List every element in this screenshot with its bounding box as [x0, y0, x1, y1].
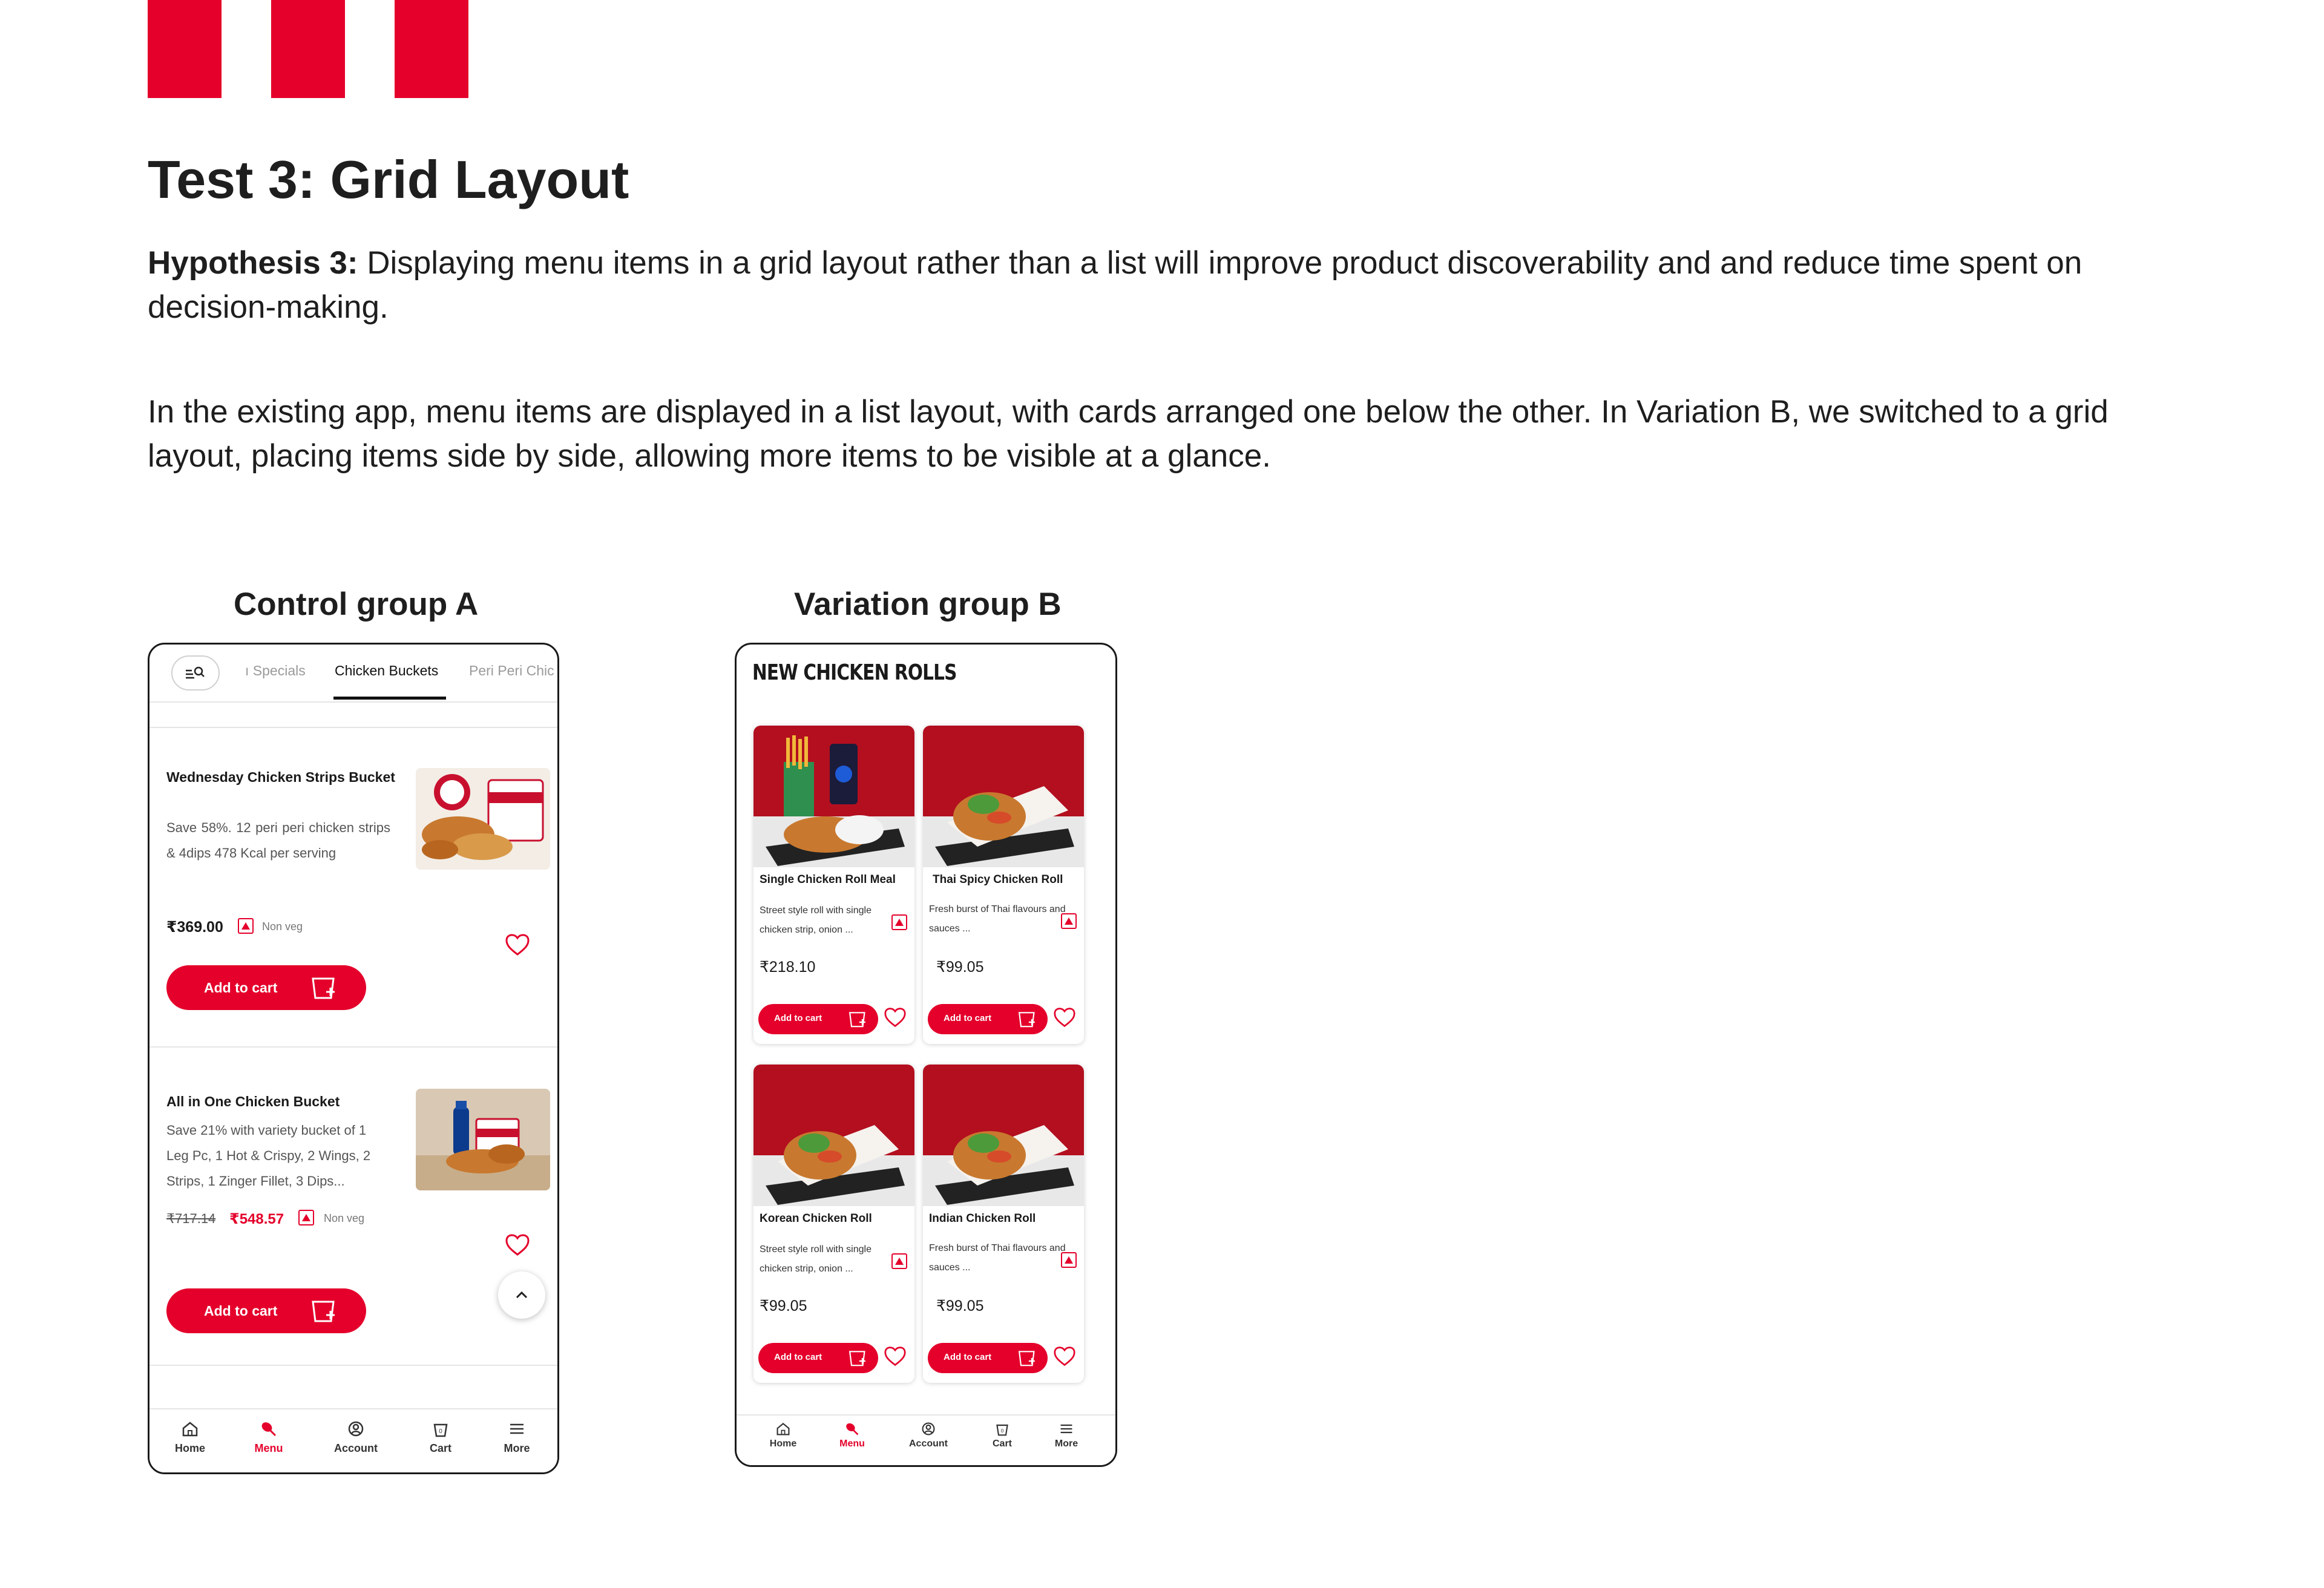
nav-label: Menu	[839, 1439, 865, 1449]
thai-roll-image	[923, 726, 1084, 867]
chevron-up-icon	[514, 1290, 529, 1300]
non-veg-icon	[298, 1210, 314, 1225]
item-price: ₹548.57	[229, 1211, 284, 1227]
item-description: Street style roll with single chicken strip, onion ...	[760, 1244, 872, 1274]
item-price: ₹369.00	[166, 919, 223, 936]
menu-item-card[interactable]	[166, 1089, 540, 1343]
item-name: Wednesday Chicken Strips Bucket	[166, 769, 395, 785]
category-tab-bar	[149, 645, 557, 703]
account-icon	[347, 1420, 365, 1437]
menu-icon	[1059, 1422, 1074, 1436]
add-bucket-icon	[848, 1349, 867, 1367]
tab-chicken-buckets[interactable]: Chicken Buckets	[335, 663, 439, 678]
nav-label: More	[504, 1442, 530, 1454]
nav-more[interactable]	[1033, 1422, 1100, 1449]
favorite-heart-icon[interactable]	[883, 1345, 907, 1367]
item-name: Indian Chicken Roll	[929, 1212, 1036, 1225]
add-to-cart-button[interactable]	[166, 1288, 366, 1333]
menu-item-card[interactable]	[166, 764, 540, 1006]
nav-label: Account	[334, 1442, 378, 1454]
add-to-cart-label: Add to cart	[204, 1302, 278, 1319]
item-price: ₹218.10	[760, 959, 816, 976]
add-bucket-icon	[310, 1298, 337, 1324]
search-button[interactable]	[171, 655, 220, 691]
page-title: Test 3: Grid Layout	[148, 149, 629, 209]
nav-home[interactable]	[157, 1420, 223, 1455]
non-veg-label: Non veg	[262, 920, 303, 933]
nav-more[interactable]	[484, 1420, 550, 1455]
control-phone	[148, 643, 559, 1474]
bucket-icon	[432, 1420, 450, 1437]
grid-item-card[interactable]	[753, 726, 914, 1044]
favorite-heart-icon[interactable]	[883, 1006, 907, 1028]
non-veg-icon	[891, 914, 907, 930]
add-to-cart-button[interactable]	[928, 1343, 1048, 1373]
nav-label: Account	[909, 1439, 948, 1449]
item-description: Fresh burst of Thai flavours and sauces ...	[929, 1243, 1066, 1273]
add-bucket-icon	[1017, 1349, 1037, 1367]
chicken-bucket-image	[416, 1089, 550, 1190]
description-paragraph: In the existing app, menu items are displayed in a list layout, with cards arranged one below the other. In Variation B, we switched to a grid layout, placing items side by side, allowing more items to be visible at a glance.	[148, 394, 2109, 474]
hypothesis-text: Displaying menu items in a grid layout rather than a list will improve product discoverability and and reduce time spent on decision-making.	[148, 245, 2083, 325]
item-name: All in One Chicken Bucket	[166, 1094, 340, 1109]
nav-label: Home	[769, 1439, 797, 1449]
grid-item-card[interactable]	[923, 726, 1084, 1044]
add-to-cart-label: Add to cart	[774, 1352, 822, 1362]
svg-text:0: 0	[1000, 1428, 1004, 1434]
roll-meal-image	[753, 726, 914, 867]
add-to-cart-button[interactable]	[928, 1004, 1048, 1034]
bottom-nav	[149, 1408, 557, 1472]
item-image[interactable]	[416, 768, 550, 870]
active-tab-indicator	[333, 697, 446, 700]
chicken-drumstick-icon	[844, 1422, 860, 1436]
nav-label: Cart	[992, 1439, 1012, 1449]
korean-roll-image	[753, 1065, 914, 1206]
card-divider	[149, 1046, 557, 1048]
nav-cart[interactable]	[969, 1422, 1036, 1449]
bucket-icon	[994, 1422, 1010, 1436]
item-name: Single Chicken Roll Meal	[760, 873, 896, 886]
home-icon	[181, 1420, 199, 1437]
non-veg-icon	[1061, 1252, 1077, 1268]
home-icon	[775, 1422, 791, 1436]
variation-phone	[735, 643, 1117, 1467]
favorite-heart-icon[interactable]	[504, 933, 531, 957]
non-veg-icon	[238, 918, 254, 934]
favorite-heart-icon[interactable]	[1052, 1006, 1077, 1028]
non-veg-label: Non veg	[324, 1212, 365, 1224]
nav-label: Menu	[254, 1442, 283, 1454]
item-description: Save 21% with variety bucket of 1 Leg Pc, 1 Hot & Crispy, 2 Wings, 2 Strips, 1 Zinger Fillet, 3 Dips...	[166, 1123, 371, 1189]
add-to-cart-label: Add to cart	[944, 1352, 992, 1362]
nav-cart[interactable]	[407, 1420, 474, 1455]
chicken-drumstick-icon	[260, 1420, 278, 1437]
add-to-cart-button[interactable]	[166, 965, 366, 1010]
card-divider	[149, 1365, 557, 1366]
non-veg-icon	[891, 1253, 907, 1269]
tab-peri-peri[interactable]: Peri Peri Chic	[469, 663, 554, 678]
section-divider	[149, 727, 557, 728]
item-name: Korean Chicken Roll	[760, 1212, 872, 1225]
tab-specials[interactable]: ı Specials	[245, 663, 306, 678]
scroll-to-top-button[interactable]	[498, 1271, 545, 1319]
bottom-nav	[737, 1414, 1115, 1465]
svg-text:0: 0	[439, 1428, 442, 1435]
item-name: Thai Spicy Chicken Roll	[933, 873, 1063, 886]
nav-label: More	[1054, 1439, 1078, 1449]
add-to-cart-button[interactable]	[758, 1343, 878, 1373]
hypothesis-paragraph	[148, 241, 2205, 329]
menu-icon	[508, 1420, 526, 1437]
favorite-heart-icon[interactable]	[504, 1233, 531, 1257]
grid-item-card[interactable]	[923, 1065, 1084, 1383]
item-price: ₹99.05	[936, 959, 984, 976]
nav-home[interactable]	[750, 1422, 816, 1449]
nav-menu[interactable]	[235, 1420, 302, 1455]
item-description: Fresh burst of Thai flavours and sauces ...	[929, 904, 1066, 934]
add-to-cart-label: Add to cart	[774, 1013, 822, 1023]
add-to-cart-button[interactable]	[758, 1004, 878, 1034]
brand-stripe-3	[395, 0, 468, 98]
chicken-strips-bucket-image	[416, 768, 550, 870]
search-filter-icon	[185, 665, 206, 681]
brand-stripe-2	[271, 0, 345, 98]
grid-item-card[interactable]	[753, 1065, 914, 1383]
nav-label: Cart	[429, 1442, 451, 1454]
hypothesis-label: Hypothesis 3:	[148, 245, 358, 281]
item-price: ₹99.05	[936, 1298, 984, 1314]
control-group-label: Control group A	[234, 586, 479, 622]
account-icon	[921, 1422, 936, 1436]
non-veg-icon	[1061, 913, 1077, 929]
brand-stripe-1	[148, 0, 222, 98]
indian-roll-image	[923, 1065, 1084, 1206]
add-bucket-icon	[1017, 1010, 1037, 1028]
favorite-heart-icon[interactable]	[1052, 1345, 1077, 1367]
item-image[interactable]	[416, 1089, 550, 1190]
add-bucket-icon	[848, 1010, 867, 1028]
nav-menu[interactable]	[819, 1422, 885, 1449]
item-price: ₹99.05	[760, 1298, 807, 1314]
add-bucket-icon	[310, 975, 337, 1000]
add-to-cart-label: Add to cart	[944, 1013, 992, 1023]
nav-label: Home	[174, 1442, 205, 1454]
item-old-price: ₹717.14	[166, 1211, 216, 1226]
nav-account[interactable]	[895, 1422, 962, 1449]
add-to-cart-label: Add to cart	[204, 979, 278, 996]
item-description: Save 58%. 12 peri peri chicken strips & 4dips 478 Kcal per serving	[166, 820, 390, 861]
nav-account[interactable]	[323, 1420, 389, 1455]
section-heading: NEW CHICKEN ROLLS	[752, 660, 957, 685]
item-description: Street style roll with single chicken strip, onion ...	[760, 905, 872, 935]
variation-group-label: Variation group B	[794, 586, 1062, 622]
